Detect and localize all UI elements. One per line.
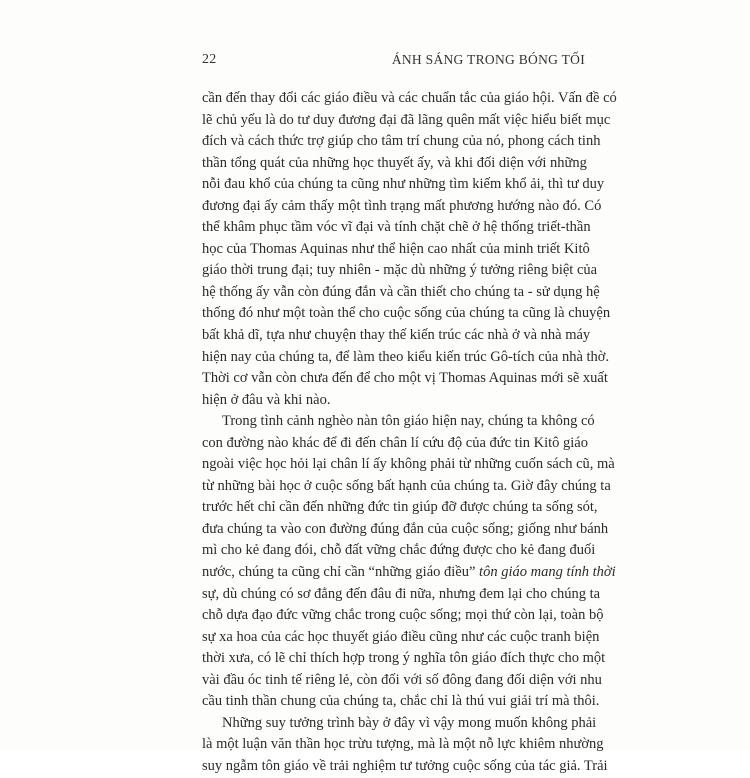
text-line: trước hết chỉ cần đến những đức tin giúp đỡ được chúng ta sống sót, bbox=[202, 499, 598, 516]
text-line: thời xưa, có lẽ chỉ thích hợp trong ý nghĩa tôn giáo đích thực cho một bbox=[202, 650, 606, 667]
text-line: hiện nay của chúng ta, để làm theo kiểu kiến trúc Gô-tích của nhà thờ. bbox=[202, 348, 610, 365]
italic-fragment: tôn giáo mang tính thời bbox=[479, 564, 616, 581]
text-line: sự xa hoa của các học thuyết giáo điều cũng như các cuộc tranh biện bbox=[202, 628, 600, 645]
text-line: mì cho kẻ đang đói, chỗ đất vững chắc đứng được cho kẻ đang đuối bbox=[202, 542, 596, 559]
text-line: là một luận văn thần học trừu tượng, mà là một nỗ lực khiêm nhường bbox=[202, 736, 604, 753]
text-line: sự, dù chúng có sơ đẳng đến đâu đi nữa, nhưng đem lại cho chúng ta bbox=[202, 585, 601, 602]
paragraph-2 bbox=[202, 411, 616, 713]
text-fragment: nước, chúng ta cũng chỉ cần “những giáo điều” bbox=[202, 564, 480, 581]
paragraph-1 bbox=[202, 88, 617, 411]
text-line: lẽ chủ yếu là do tư duy đương đại đã lãng quên mất việc hiểu biết mục bbox=[202, 111, 611, 128]
body-text bbox=[202, 88, 617, 778]
text-line: đưa chúng ta vào con đường đúng đắn của cuộc sống; giống như bánh bbox=[202, 520, 609, 537]
paragraph-3 bbox=[202, 713, 608, 778]
page-number: 22 bbox=[202, 52, 217, 67]
text-line: đương đại ấy cảm thấy một tình trạng mất phương hướng nào đó. Có bbox=[202, 197, 602, 214]
text-line: học của Thomas Aquinas như thể hiện cao nhất của minh triết Kitô bbox=[202, 240, 590, 257]
text-line: đích và cách thức trợ giúp cho tâm trí chung của nó, phong cách tinh bbox=[202, 133, 601, 150]
text-line: hiện ở đâu và khi nào. bbox=[202, 391, 331, 408]
running-title: ÁNH SÁNG TRONG BÓNG TỐI bbox=[391, 52, 585, 67]
text-line: vài đầu óc tinh tế riêng lẻ, còn đối với số đông đang đối diện với nhu bbox=[202, 671, 602, 688]
text-line: thể khâm phục tầm vóc vĩ đại và tính chặt chẽ ở hệ thống triết-thần bbox=[202, 219, 591, 236]
text-line-with-italic bbox=[202, 562, 616, 584]
text-line: Thời cơ vẫn còn chưa đến để cho một vị Thomas Aquinas mới sẽ xuất bbox=[202, 370, 608, 387]
text-line: Trong tình cảnh nghèo nàn tôn giáo hiện nay, chúng ta không có bbox=[222, 413, 595, 430]
page-header bbox=[202, 50, 585, 74]
text-line: cần đến thay đổi các giáo điều và các chuẩn tắc của giáo hội. Vấn đề có bbox=[202, 90, 617, 106]
text-line: giáo thời trung đại; tuy nhiên - mặc dù những ý tưởng riêng biệt của bbox=[202, 262, 598, 279]
text-line: chỗ dựa đạo đức vững chắc trong cuộc sống; mọi thứ còn lại, toàn bộ bbox=[202, 607, 604, 624]
text-line: cầu tinh thần chung của chúng ta, chắc chỉ là thú vui giải trí mà thôi. bbox=[202, 693, 600, 710]
text-line: nỗi đau khổ của chúng ta cũng như những tìm kiếm khổ ải, thì tư duy bbox=[202, 176, 605, 193]
text-line: bất khả dĩ, tựa như chuyện thay thế kiến trúc các nhà ở và nhà máy bbox=[202, 327, 591, 344]
text-line: Những suy tưởng trình bày ở đây vì vậy mong muốn không phải bbox=[222, 714, 597, 731]
text-line: thống đó như một toàn thể cho cuộc sống của chúng ta cũng là chuyện bbox=[202, 305, 611, 322]
text-line: suy ngẫm tôn giáo về trải nghiệm tư tưởng cuộc sống của tác giả. Trải bbox=[202, 757, 608, 774]
text-line: từ những bài học ở cuộc sống bất hạnh của chúng ta. Giờ đây chúng ta bbox=[202, 477, 611, 494]
text-line: thần tổng quát của những học thuyết ấy, và khi đối diện với những bbox=[202, 154, 587, 171]
text-line: ngoài việc học hỏi lại chân lí ấy không phải từ những cuốn sách cũ, mà bbox=[202, 456, 615, 473]
text-line: hệ thống ấy vẫn còn đúng đắn và cần thiết cho chúng ta - sử dụng hệ bbox=[202, 283, 600, 300]
text-line: con đường nào khác để đi đến chân lí cứu độ của đức tin Kitô giáo bbox=[202, 434, 588, 451]
